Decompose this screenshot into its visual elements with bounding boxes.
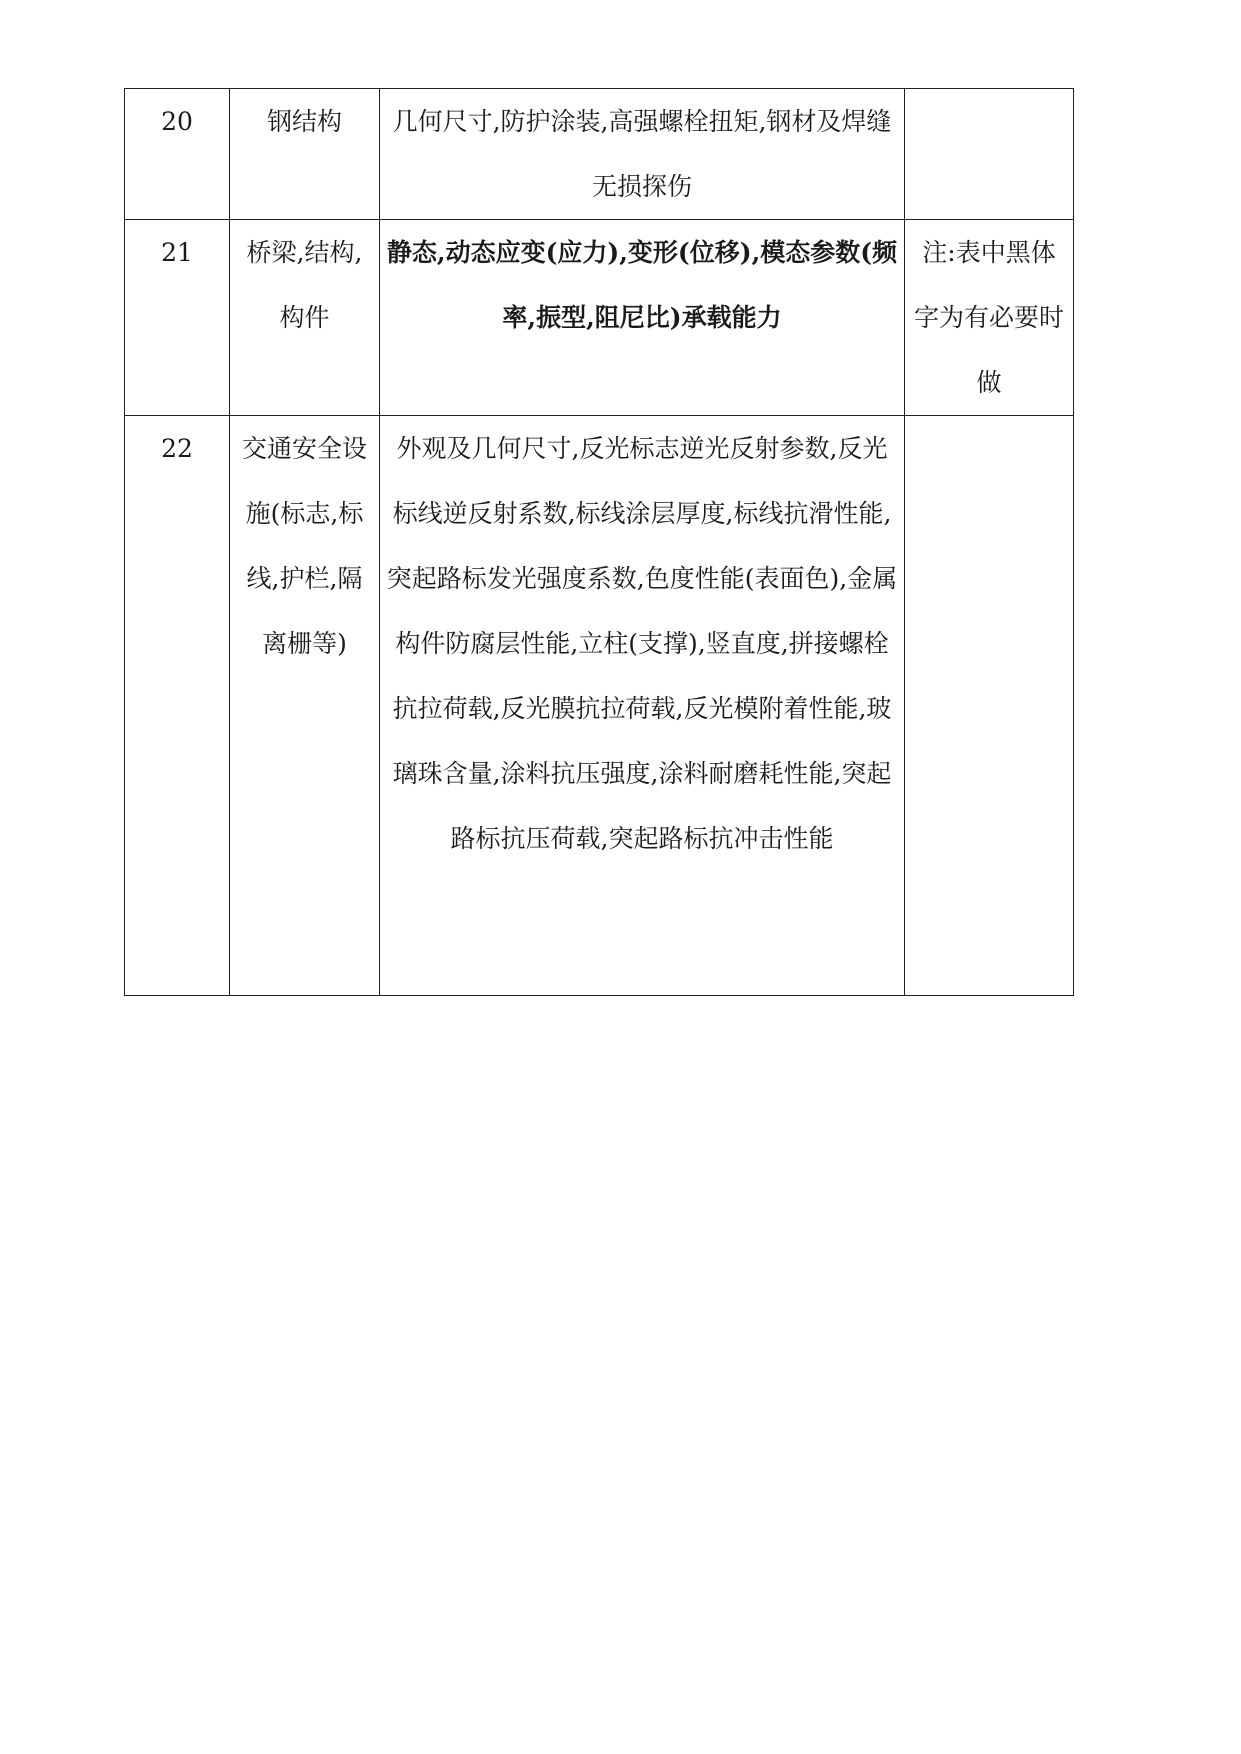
note-cell <box>905 416 1074 996</box>
category-name: 交通安全设施(标志,标线,护栏,隔离栅等) <box>230 416 380 996</box>
row-number: 22 <box>125 416 230 996</box>
inspection-items-table <box>124 88 1074 996</box>
category-name: 钢结构 <box>230 89 380 220</box>
category-name: 桥梁,结构,构件 <box>230 220 380 416</box>
table-row <box>125 89 1074 220</box>
table-row <box>125 220 1074 416</box>
inspection-items: 外观及几何尺寸,反光标志逆光反射参数,反光标线逆反射系数,标线涂层厚度,标线抗滑性能,突起路标发光强度系数,色度性能(表面色),金属构件防腐层性能,立柱(支撑),竖直度,拼接螺栓抗拉荷载,反光膜抗拉荷载,反光模附着性能,玻璃珠含量,涂料抗压强度,涂料耐磨耗性能,突起路标抗压荷载,突起路标抗冲击性能 <box>380 416 905 996</box>
row-number: 20 <box>125 89 230 220</box>
note-cell: 注:表中黑体字为有必要时做 <box>905 220 1074 416</box>
row-number: 21 <box>125 220 230 416</box>
note-cell <box>905 89 1074 220</box>
inspection-items: 几何尺寸,防护涂装,高强螺栓扭矩,钢材及焊缝无损探伤 <box>380 89 905 220</box>
table-row <box>125 416 1074 996</box>
inspection-items: 静态,动态应变(应力),变形(位移),模态参数(频率,振型,阻尼比)承载能力 <box>380 220 905 416</box>
